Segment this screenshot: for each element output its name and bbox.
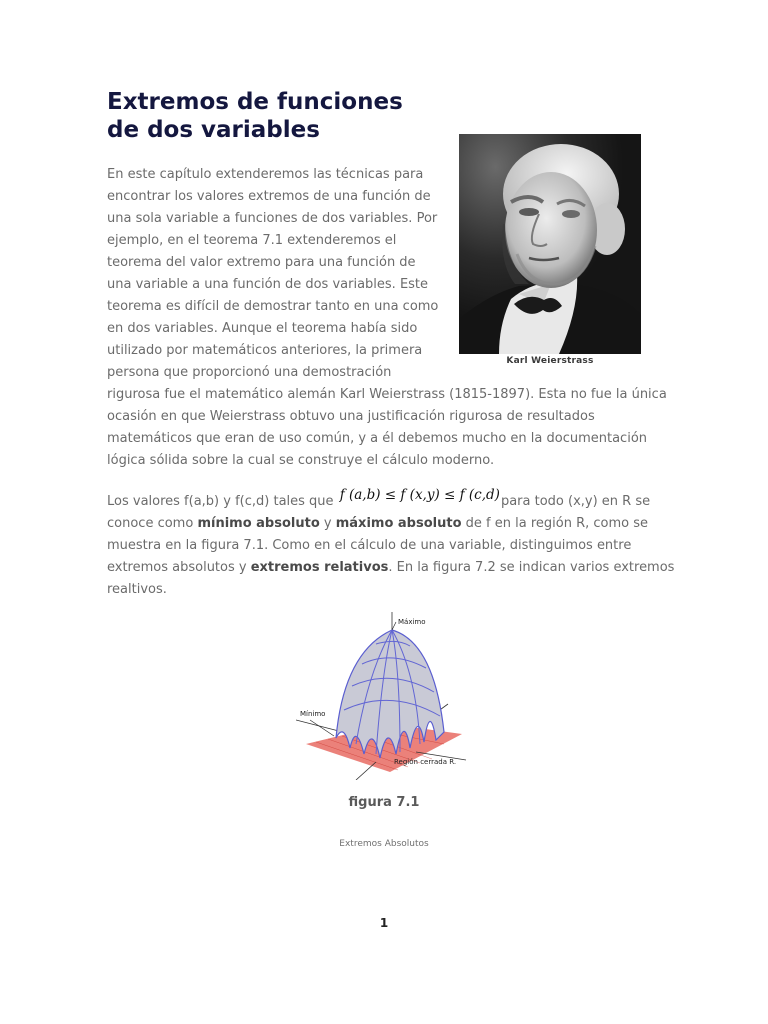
- text-line: En este capítulo extenderemos las técnicas para: [107, 167, 424, 182]
- term-minimo-absoluto: mínimo absoluto: [197, 516, 320, 531]
- text-line: en dos variables. Aunque el teorema había sido: [107, 321, 418, 336]
- text-line: [107, 487, 677, 513]
- text-segment: y: [319, 516, 336, 531]
- text-segment: para todo (x,y) en R se: [500, 494, 651, 509]
- text-segment: . En la figura 7.2 se indican varios extremos: [388, 560, 675, 575]
- inequality-formula: f (a,b) ≤ f (x,y) ≤ f (c,d): [339, 487, 500, 503]
- text-line: ejemplo, en el teorema 7.1 extenderemos el: [107, 233, 397, 248]
- page-number: 1: [379, 916, 389, 930]
- definition-paragraph: [107, 487, 677, 601]
- figure-subcaption: Extremos Absolutos: [339, 839, 429, 849]
- text-line: muestra en la figura 7.1. Como en el cálculo de una variable, distinguimos entre: [107, 538, 632, 553]
- intro-paragraph: [107, 164, 667, 472]
- text-line: una variable a una función de dos variables. Este: [107, 277, 429, 292]
- text-line: encontrar los valores extremos de una función de: [107, 189, 431, 204]
- label-maximo: Máximo: [398, 618, 426, 626]
- label-region: Región cerrada R.: [394, 758, 457, 766]
- text-line: lógica sólida sobre la cual se construye el cálculo moderno.: [107, 453, 495, 468]
- title-line-1: Extremos de funciones: [107, 89, 403, 115]
- text-line: [107, 513, 677, 535]
- page-title: [107, 88, 403, 144]
- text-segment: conoce como: [107, 516, 198, 531]
- label-minimo: Mínimo: [300, 710, 326, 718]
- term-extremos-relativos: extremos relativos: [250, 560, 389, 575]
- text-line: persona que proporcionó una demostración: [107, 365, 392, 380]
- portrait-caption: Karl Weierstrass: [506, 356, 594, 366]
- title-line-2: de dos variables: [107, 117, 320, 143]
- figure-caption: figura 7.1: [348, 795, 420, 810]
- text-line: teorema es difícil de demostrar tanto en una como: [107, 299, 439, 314]
- text-segment: Los valores f(a,b) y f(c,d) tales que: [107, 494, 338, 509]
- term-maximo-absoluto: máximo absoluto: [335, 516, 462, 531]
- text-line: [107, 557, 677, 579]
- figure-7-1-surface-plot: [296, 612, 476, 780]
- text-line: utilizado por matemáticos anteriores, la primera: [107, 343, 423, 358]
- text-line: una sola variable a funciones de dos variables. Por: [107, 211, 438, 226]
- text-line: rigurosa fue el matemático alemán Karl Weierstrass (1815-1897). Esta no fue la única: [107, 387, 667, 402]
- text-segment: de f en la región R, como se: [461, 516, 648, 531]
- text-line: teorema del valor extremo para una función de: [107, 255, 416, 270]
- text-line: matemáticos que eran de uso común, y a él debemos mucho en la documentación: [107, 431, 648, 446]
- text-line: realtivos.: [107, 582, 167, 597]
- text-line: ocasión en que Weierstrass obtuvo una justificación rigurosa de resultados: [107, 409, 595, 424]
- text-segment: extremos absolutos y: [107, 560, 251, 575]
